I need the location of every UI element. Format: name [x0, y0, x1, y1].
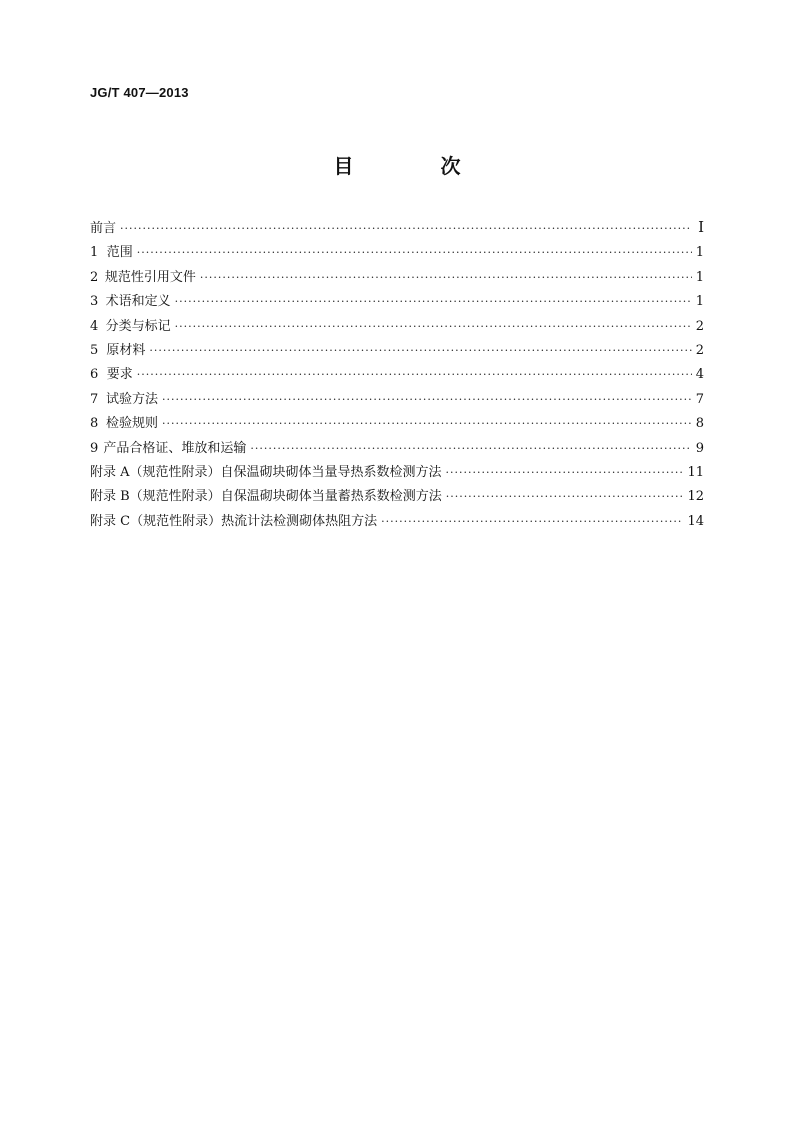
toc-entry-label: 前言 — [90, 221, 117, 236]
toc-entry-page: 14 — [687, 513, 704, 529]
leader-dots — [162, 393, 692, 406]
toc-entry-number: 9 — [90, 440, 99, 456]
toc-entry-number: 2 — [90, 269, 99, 285]
toc-entry-certificate-storage-transport[interactable] — [90, 437, 704, 461]
toc-entry-number: 5 — [90, 342, 99, 358]
toc-title: 目 次 — [333, 154, 501, 178]
toc-entry-page: 4 — [695, 367, 704, 383]
toc-entry-appendix-c[interactable] — [90, 510, 704, 534]
toc-entry-requirements[interactable] — [90, 363, 704, 387]
toc-entry-label: 术语和定义 — [105, 294, 171, 310]
toc-entry-number: 6 — [90, 367, 99, 383]
toc-entry-preface[interactable] — [90, 217, 704, 241]
leader-dots — [446, 466, 684, 479]
toc-entry-appendix-a[interactable] — [90, 461, 704, 485]
appendix-prefix: 附录 C（规范性附录） — [90, 513, 222, 529]
toc-entry-number: 8 — [90, 416, 99, 432]
toc-entry-label: 热流计法检测砌体热阻方法 — [221, 513, 378, 529]
toc-entry-number: 7 — [90, 391, 99, 407]
leader-dots — [446, 490, 684, 503]
toc-entry-page: 12 — [687, 489, 704, 505]
toc-entry-label: 检验规则 — [106, 416, 159, 432]
standard-code: JG/T 407—2013 — [90, 85, 189, 100]
appendix-prefix: 附录 A（规范性附录） — [90, 464, 221, 480]
toc-entry-classification[interactable] — [90, 315, 704, 339]
toc-entry-page: 1 — [695, 245, 704, 261]
leader-dots — [137, 246, 692, 259]
toc-entry-normative-references[interactable] — [90, 266, 704, 290]
leader-dots — [175, 295, 692, 308]
leader-dots — [381, 515, 683, 528]
leader-dots — [120, 222, 692, 235]
toc-entry-label: 范围 — [106, 245, 133, 261]
toc-entry-label: 产品合格证、堆放和运输 — [103, 440, 247, 456]
toc-entry-appendix-b[interactable] — [90, 485, 704, 509]
toc-entry-page: 1 — [695, 269, 704, 285]
toc-entry-number: 4 — [90, 318, 99, 334]
toc-entry-label: 原材料 — [106, 342, 146, 358]
toc-entry-page: 2 — [695, 342, 704, 358]
toc-entry-terms-definitions[interactable] — [90, 290, 704, 314]
toc-entry-label: 要求 — [106, 367, 133, 383]
leader-dots — [162, 417, 692, 430]
toc-entry-inspection-rules[interactable] — [90, 412, 704, 436]
toc-entry-test-methods[interactable] — [90, 388, 704, 412]
toc-entry-label: 试验方法 — [106, 391, 159, 407]
toc-entry-number: 1 — [90, 245, 99, 261]
toc-entry-page: 9 — [695, 440, 704, 456]
toc-entry-page: I — [698, 218, 704, 236]
leader-dots — [137, 368, 692, 381]
leader-dots — [149, 344, 691, 357]
toc-entry-label: 自保温砌块砌体当量导热系数检测方法 — [220, 464, 442, 480]
toc-entry-page: 8 — [695, 416, 704, 432]
toc-entry-number: 3 — [90, 294, 99, 310]
leader-dots — [175, 320, 692, 333]
toc-entry-label: 自保温砌块砌体当量蓄热系数检测方法 — [220, 489, 442, 505]
toc-entry-page: 7 — [695, 391, 704, 407]
appendix-prefix: 附录 B（规范性附录） — [90, 489, 221, 505]
toc-entry-label: 规范性引用文件 — [104, 269, 196, 285]
toc-entry-raw-materials[interactable] — [90, 339, 704, 363]
toc-entry-page: 1 — [695, 294, 704, 310]
table-of-contents — [90, 217, 704, 534]
leader-dots — [200, 271, 692, 284]
toc-entry-page: 11 — [687, 464, 704, 480]
leader-dots — [250, 442, 691, 455]
toc-entry-page: 2 — [695, 318, 704, 334]
toc-entry-label: 分类与标记 — [105, 318, 171, 334]
toc-entry-scope[interactable] — [90, 241, 704, 265]
